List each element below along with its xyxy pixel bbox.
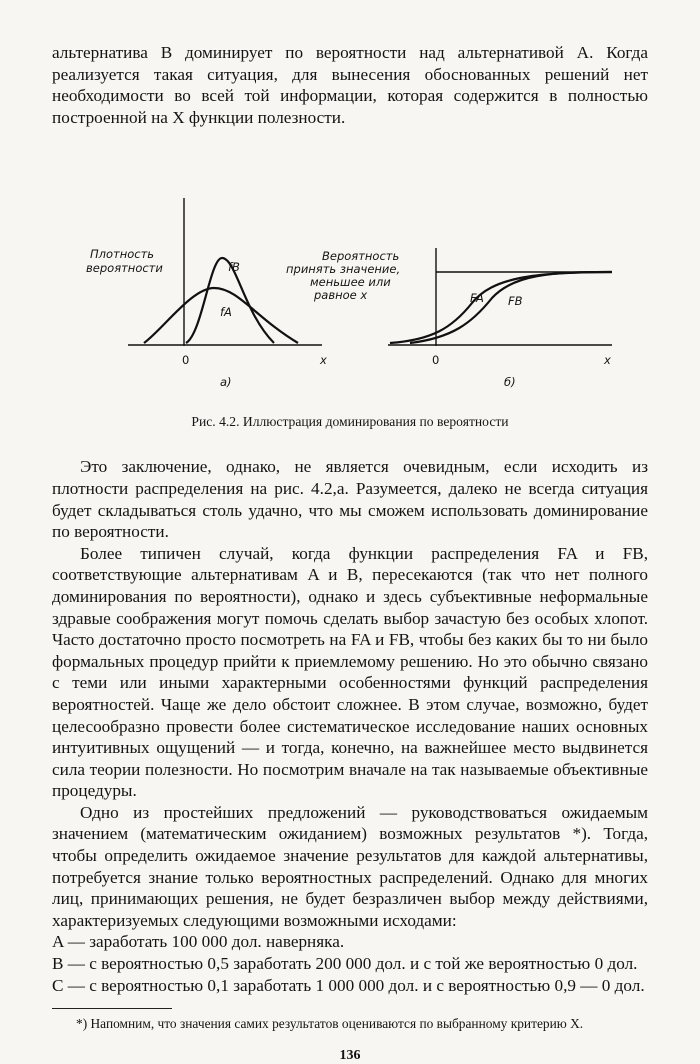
page-number: 136 xyxy=(339,1048,361,1064)
right-ylabel-2: принять значение, xyxy=(286,262,401,277)
footnote: *) Напомним, что значения самих результатов оцениваются по выбранному критерию X. xyxy=(76,1016,584,1032)
right-origin: 0 xyxy=(432,353,440,368)
list-item: C — с вероятностью 0,1 заработать 1 000 000 дол. и с вероятностью 0,9 — 0 дол. xyxy=(52,975,645,995)
left-ylabel-2: вероятности xyxy=(86,261,163,276)
right-ylabel-1: Вероятность xyxy=(322,249,400,264)
label-FB: FB xyxy=(508,294,523,309)
list-item: A — заработать 100 000 дол. наверняка. xyxy=(52,932,345,952)
figure-caption: Рис. 4.2. Иллюстрация доминирования по вероятности xyxy=(191,414,509,430)
panel-b-plot xyxy=(286,248,612,389)
label-fb: fB xyxy=(228,260,240,275)
left-origin: 0 xyxy=(182,353,190,368)
right-xvar: x xyxy=(604,353,611,368)
figure-svg xyxy=(52,138,648,390)
right-ylabel-3: меньшее или xyxy=(310,275,391,290)
paragraph-4: Одно из простейших предложений — руководствоваться ожидаемым значением (математическим ожиданием) возможных результатов *). Тогда, чтобы определить ожидаемое значение результатов для каждой альтернативы, потребуется знание только вероятностных распределений. Однако для многих лиц, принимающих решения, не будет безразличен выбор между действиями, характеризуемых следующими возможными исходами: xyxy=(52,802,648,930)
left-xvar: x xyxy=(320,353,327,368)
paragraph-2: Это заключение, однако, не является очевидным, если исходить из плотности распределения на рис. 4.2,а. Разумеется, далеко не всегда ситуация будет складываться столь удачно, что мы сможем использовать доминирование по вероятности. xyxy=(52,457,648,542)
outcome-list xyxy=(52,931,648,996)
curve-FA xyxy=(390,272,612,343)
footnote-divider xyxy=(52,1008,172,1009)
label-fa: fA xyxy=(220,305,232,320)
list-item: B — с вероятностью 0,5 заработать 200 000 дол. и с той же вероятностью 0 дол. xyxy=(52,954,638,974)
panel-a-plot xyxy=(86,198,327,389)
paragraph-3: Более типичен случай, когда функции распределения FA и FB, соответствующие альтернативам A и B, пересекаются (так что нет полного доминирования по вероятности), однако и здесь субъективные неформальные здравые соображения могут помочь сделать выбор зачастую без особых хлопот. Часто достаточно просто посмотреть на FA и FB, чтобы без каких бы то ни было формальных процедур прийти к приемлемому решению. Но это обычно связано с теми или иными характерными особенностями функций распределения вероятностей. Чаще же дело обстоит сложнее. В этом случае, возможно, будет целесообразно провести более систематическое исследование наших основных интуитивных ощущений — и тогда, конечно, на важнейшее место выдвинется сила теории полезности. Но посмотрим вначале на так называемые объективные процедуры. xyxy=(52,543,648,801)
panel-a-label: а) xyxy=(220,375,232,390)
left-ylabel-1: Плотность xyxy=(90,247,155,262)
panel-b-label: б) xyxy=(504,375,516,390)
right-ylabel-4: равное x xyxy=(314,288,368,303)
paragraph-1: альтернатива B доминирует по вероятности над альтернативой A. Когда реализуется такая ситуация, для вынесения обоснованных решений нет необходимости во всей той информации, которая содержится в полностью построенной на X функции полезности. xyxy=(52,43,648,127)
label-FA: FA xyxy=(470,291,484,306)
figure-4-2 xyxy=(52,138,648,390)
page xyxy=(52,42,648,1064)
